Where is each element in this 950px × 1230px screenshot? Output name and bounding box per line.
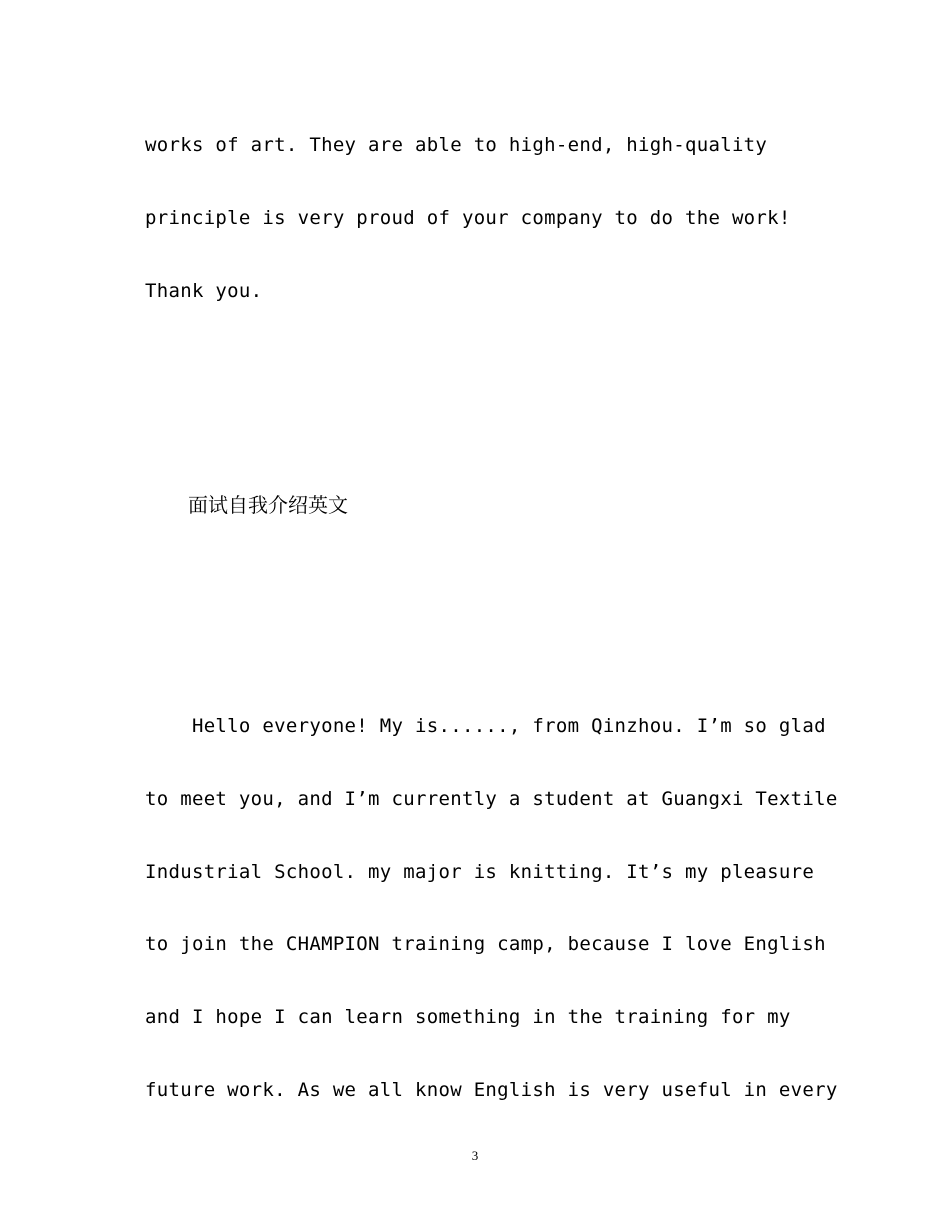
page-number: 3 <box>471 1148 479 1163</box>
text-line: Thank you. <box>145 280 263 302</box>
text-line: Hello everyone! My is......, from Qinzhou. I’m so glad <box>145 715 826 737</box>
text-line: and I hope I can learn something in the training for my <box>145 1006 791 1028</box>
text-line: future work. As we all know English is very useful in every <box>145 1079 838 1101</box>
text-line: to join the CHAMPION training camp, because I love English <box>145 933 826 955</box>
text-line: Industrial School. my major is knitting. It’s my pleasure <box>145 861 815 883</box>
section-heading: 面试自我介绍英文 <box>188 493 348 517</box>
text-line: principle is very proud of your company to do the work! <box>145 207 791 229</box>
text-line: to meet you, and I’m currently a student at Guangxi Textile <box>145 788 838 810</box>
text-line: works of art. They are able to high-end, high-quality <box>145 134 768 156</box>
